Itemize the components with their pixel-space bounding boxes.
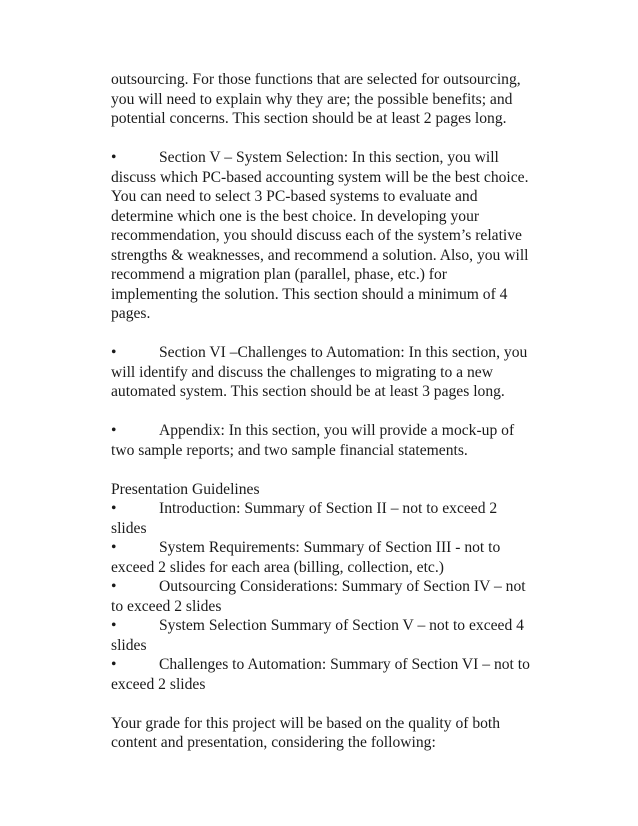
bullet-text: System Selection Summary of Section V – not to exceed 4 [159, 617, 524, 634]
text-line: automated system. This section should be at least 3 pages long. [111, 383, 505, 400]
bullet-first-line [111, 148, 571, 168]
text-line: strengths & weaknesses, and recommend a solution. Also, you will [111, 246, 529, 264]
text-line: Your grade for this project will be based on the quality of both [111, 714, 501, 732]
bullet-text: Section V – System Selection: In this section, you will [159, 149, 499, 166]
bullet-icon: • [111, 578, 117, 595]
bullet-icon: • [111, 617, 117, 634]
bullet-icon: • [111, 422, 117, 439]
bullet-appendix [111, 421, 571, 460]
text-line: implementing the solution. This section should a minimum of 4 [111, 285, 508, 303]
bullet-icon: • [111, 656, 117, 673]
presentation-heading: Presentation Guidelines [111, 480, 260, 498]
bullet-icon: • [111, 500, 117, 517]
presentation-item-introduction [111, 499, 571, 519]
bullet-text: Outsourcing Considerations: Summary of Section IV – not [159, 578, 526, 595]
text-line: slides [111, 636, 147, 654]
text-line: exceed 2 slides for each area (billing, collection, etc.) [111, 558, 444, 576]
bullet-text: Challenges to Automation: Summary of Section VI – not to [159, 656, 530, 673]
presentation-guidelines [111, 480, 571, 695]
bullet-section-vi [111, 343, 571, 402]
text-line: to exceed 2 slides [111, 597, 222, 615]
text-line: outsourcing. For those functions that are selected for outsourcing, [111, 71, 521, 88]
text-line: two sample reports; and two sample financial statements. [111, 441, 468, 459]
text-line: recommendation, you should discuss each of the system’s relative [111, 227, 522, 244]
bullet-icon: • [111, 344, 117, 361]
text-line: exceed 2 slides [111, 675, 206, 693]
paragraph-outsourcing [111, 70, 571, 129]
bullet-first-line [111, 343, 571, 363]
presentation-item-outsourcing [111, 577, 571, 597]
bullet-text: System Requirements: Summary of Section III - not to [159, 539, 501, 556]
bullet-text: Introduction: Summary of Section II – not to exceed 2 [159, 500, 498, 517]
presentation-item-system-selection [111, 616, 571, 636]
text-line: discuss which PC-based accounting system will be the best choice. [111, 168, 529, 186]
document-body [111, 70, 571, 753]
text-line: you will need to explain why they are; the possible benefits; and [111, 90, 513, 108]
text-line: recommend a migration plan (parallel, phase, etc.) for [111, 266, 447, 283]
presentation-item-challenges [111, 655, 571, 675]
text-line: content and presentation, considering the following: [111, 734, 436, 751]
text-line: pages. [111, 305, 151, 322]
bullet-first-line [111, 421, 571, 441]
text-line: will identify and discuss the challenges to migrating to a new [111, 363, 493, 381]
text-line: determine which one is the best choice. In developing your [111, 207, 480, 225]
text-line: potential concerns. This section should be at least 2 pages long. [111, 110, 507, 127]
paragraph-grading [111, 714, 571, 753]
text-line: You can need to select 3 PC-based systems to evaluate and [111, 188, 478, 205]
bullet-text: Section VI –Challenges to Automation: In this section, you [159, 344, 528, 361]
bullet-icon: • [111, 149, 117, 166]
bullet-text: Appendix: In this section, you will provide a mock-up of [159, 422, 515, 439]
bullet-icon: • [111, 539, 117, 556]
text-line: slides [111, 519, 147, 537]
bullet-section-v [111, 148, 571, 324]
presentation-item-system-requirements [111, 538, 571, 558]
